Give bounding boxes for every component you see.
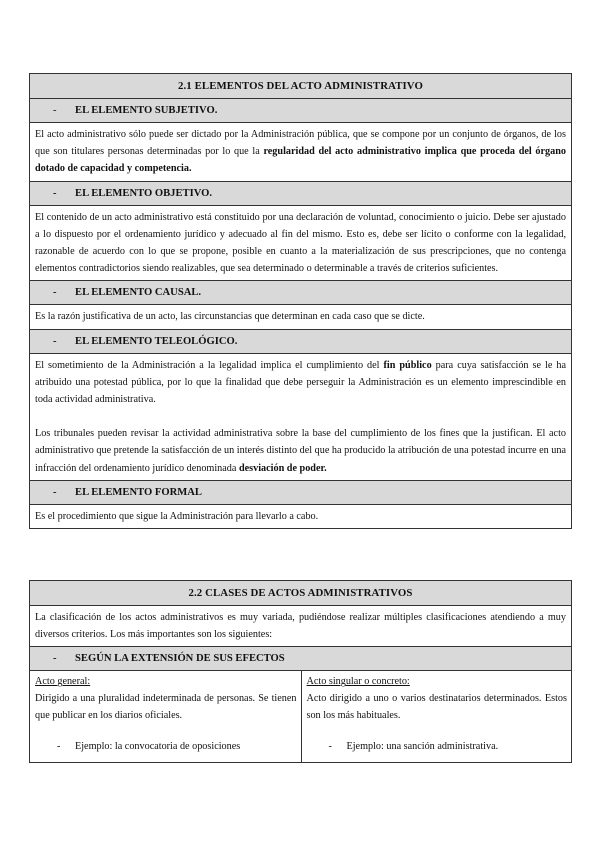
dash-marker: -: [53, 335, 57, 347]
two-column-row: [30, 670, 571, 761]
text-run: Es el procedimiento que sigue la Administración para llevarlo a cabo.: [35, 510, 319, 522]
text-run: para cuya satisfacción se le ha atribuido una potestad pública, por lo que la finalidad que debe perseguir la Administración es un elemento imprescindible en toda actividad administrativa.: [35, 359, 566, 406]
dash-marker: -: [53, 653, 57, 665]
text-run: La clasificación de los actos administrativos es muy variada, pudiéndose realizar múltiples clasificaciones atendiendo a muy diversos criterios. Los más importantes son los siguientes:: [35, 612, 566, 641]
elementos-table: [29, 73, 572, 529]
subheading-text: EL ELEMENTO TELEOLÓGICO.: [75, 335, 238, 347]
subheading-subjetivo: [30, 98, 571, 122]
subheading-causal: [30, 280, 571, 304]
paragraph-subjetivo: [30, 122, 571, 181]
section-title: 2.2 CLASES DE ACTOS ADMINISTRATIVOS: [30, 581, 571, 605]
column-text: Acto dirigido a uno o varios destinatarios determinados. Estos son los más habituales.: [306, 693, 567, 721]
subheading-text: EL ELEMENTO FORMAL: [75, 486, 202, 498]
subheading-text: EL ELEMENTO SUBJETIVO.: [75, 105, 218, 116]
dash-marker: -: [53, 105, 57, 116]
paragraph-objetivo: [30, 205, 571, 281]
column-acto-general: [30, 671, 301, 761]
column-label: Acto singular o concreto:: [306, 676, 410, 688]
column-label: Acto general:: [35, 676, 91, 688]
bold-run: regularidad del acto administrativo implica que proceda del órgano dotado de capacidad y competencia.: [35, 146, 566, 175]
paragraph-teleologico: [30, 353, 571, 480]
example-item: [35, 739, 297, 756]
dash-marker: -: [53, 486, 57, 498]
column-text: Dirigido a una pluralidad indeterminada de personas. Se tienen que publicar en los diarios oficiales.: [35, 693, 297, 721]
example-item: [307, 739, 568, 756]
subheading-formal: [30, 480, 571, 504]
paragraph-formal: [30, 504, 571, 528]
text-run: Los tribunales pueden revisar la actividad administrativa sobre la base del cumplimiento de los fines que la justifican. El acto administrativo que pretende la satisfacción de un interés distinto del que ha producido la atribución de una potestad incurre en una infracción del ordenamiento jurídico denominada: [35, 428, 566, 474]
dash-marker: -: [53, 187, 57, 199]
dash-marker: -: [328, 740, 332, 752]
example-text: Ejemplo: una sanción administrativa.: [346, 740, 499, 752]
subheading-text: SEGÚN LA EXTENSIÓN DE SUS EFECTOS: [75, 653, 285, 665]
bold-run: desviación de poder.: [238, 462, 327, 474]
paragraph-intro: [30, 605, 571, 646]
dash-marker: -: [53, 287, 57, 299]
paragraph-causal: [30, 304, 571, 328]
section-title: 2.1 ELEMENTOS DEL ACTO ADMINISTRATIVO: [30, 74, 571, 98]
subheading-text: EL ELEMENTO CAUSAL.: [75, 287, 202, 299]
clases-table: [29, 580, 572, 763]
subheading-objetivo: [30, 181, 571, 205]
text-run: El sometimiento de la Administración a la legalidad implica el cumplimiento del: [35, 359, 384, 371]
bold-run: fin público: [383, 359, 432, 371]
text-run: Es la razón justificativa de un acto, las circunstancias que determinan en cada caso que se dicte.: [35, 311, 425, 323]
dash-marker: -: [57, 740, 61, 752]
text-run: El acto administrativo sólo puede ser dictado por la Administración pública, que se compone por un conjunto de órganos, de los que son titulares personas determinadas por lo que la: [35, 129, 566, 158]
example-text: Ejemplo: la convocatoria de oposiciones: [75, 740, 241, 752]
subheading-text: EL ELEMENTO OBJETIVO.: [75, 187, 213, 199]
column-acto-singular: [301, 671, 572, 761]
subheading-efectos: [30, 646, 571, 670]
subheading-teleologico: [30, 329, 571, 353]
text-run: El contenido de un acto administrativo está constituido por una declaración de voluntad, conocimiento o juicio. Debe ser ajustado a lo dispuesto por el ordenamiento jurídico y adecuado al fin del mismo. Esto es, debe ser lícito o conforme con la legalidad, razonable de acuerdo con lo que se propone, posible en cuanto a la materialización de sus prescripciones, que no contenga elementos contradictorios siendo realizables, que sea determinado o determinable a través de criterios suficientes.: [35, 211, 566, 275]
